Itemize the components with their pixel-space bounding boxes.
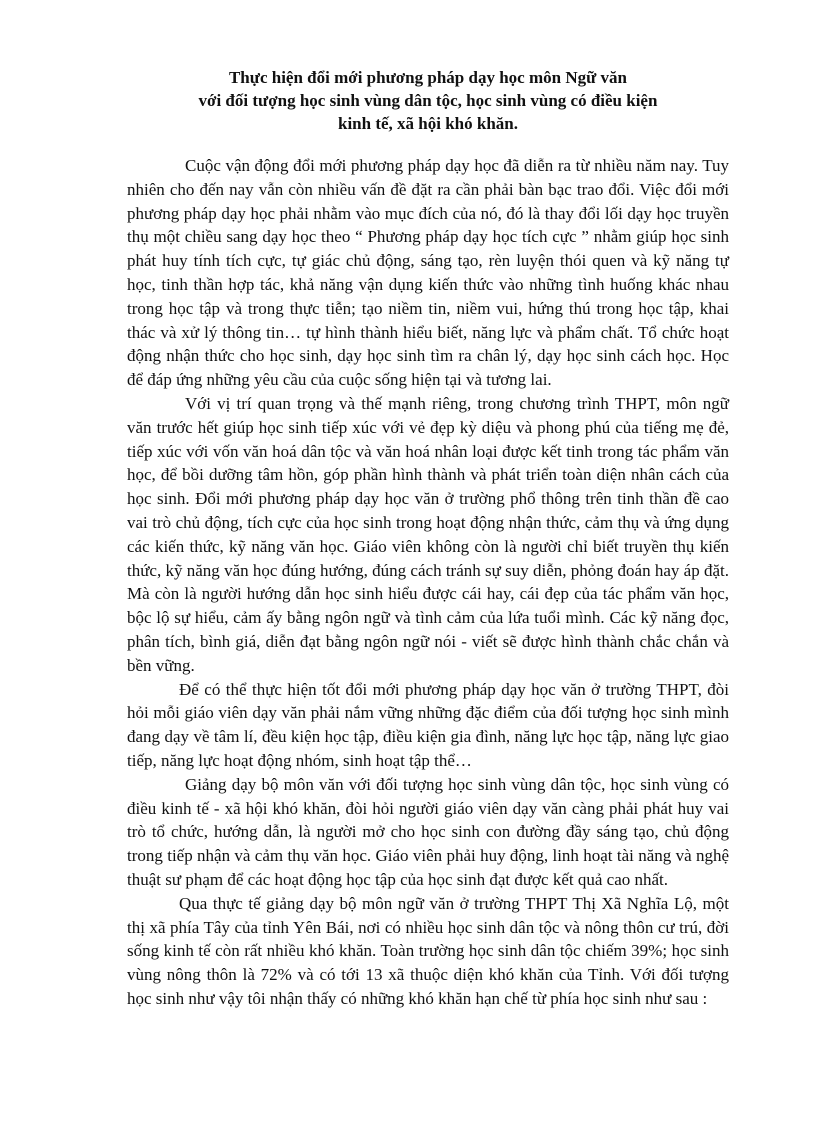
document-title	[150, 66, 706, 135]
title-line-2: với đối tượng học sinh vùng dân tộc, học sinh vùng có điều kiện	[198, 91, 658, 110]
paragraph-5: Qua thực tế giảng dạy bộ môn ngữ văn ở trường THPT Thị Xã Nghĩa Lộ, một thị xã phía Tây của tỉnh Yên Bái, nơi có nhiều học sinh dân tộc và nông thôn cư trú, đời sống kinh tế còn rất nhiều khó khăn. Toàn trường học sinh dân tộc chiếm 39%; học sinh vùng nông thôn là 72% và có tới 13 xã thuộc diện khó khăn của Tỉnh. Với đối tượng học sinh như vậy tôi nhận thấy có những khó khăn hạn chế từ phía học sinh như sau :	[127, 893, 729, 1008]
title-line-1: Thực hiện đổi mới phương pháp dạy học môn Ngữ văn	[228, 68, 628, 87]
paragraph-2: Với vị trí quan trọng và thế mạnh riêng, trong chương trình THPT, môn ngữ văn trước hết giúp học sinh tiếp xúc với vẻ đẹp kỳ diệu và phong phú của tiếng mẹ đẻ, tiếp xúc với vốn văn hoá dân tộc và văn hoá nhân loại được kết tinh trong tác phẩm văn học, để bồi dưỡng tâm hồn, góp phần hình thành và phát triển toàn diện nhân cách của học sinh. Đổi mới phương pháp dạy học văn ở trường phổ thông trên tinh thần đề cao vai trò chủ động, tích cực của học sinh trong hoạt động nhận thức, cảm thụ và ứng dụng các kiến thức, kỹ năng văn học. Giáo viên không còn là người chỉ biết truyền thụ kiến thức, kỹ năng văn học đúng hướng, đúng cách tránh sự suy diễn, phỏng đoán hay áp đặt. Mà còn là người hướng dẫn học sinh hiểu được cái hay, cái đẹp của tác phẩm văn học, bộc lộ sự hiểu, cảm ấy bằng ngôn ngữ và tình cảm của lứa tuổi mình. Các kỹ năng đọc, phân tích, bình giá, diễn đạt bằng ngôn ngữ nói - viết sẽ được hình thành chắc chắn và bền vững.	[127, 393, 729, 675]
document-body	[127, 154, 729, 1011]
paragraph-4: Giảng dạy bộ môn văn với đối tượng học sinh vùng dân tộc, học sinh vùng có điều kinh tế - xã hội khó khăn, đòi hỏi người giáo viên dạy văn càng phải phát huy vai trò tổ chức, hướng dẫn, là người mở cho học sinh con đường đầy sáng tạo, chủ động trong tiếp nhận và cảm thụ văn học. Giáo viên phải huy động, linh hoạt tài năng và nghệ thuật sư phạm để các hoạt động học tập của học sinh đạt được kết quả cao nhất.	[127, 774, 729, 889]
title-line-3: kinh tế, xã hội khó khăn.	[338, 114, 518, 133]
paragraph-3: Để có thể thực hiện tốt đổi mới phương pháp dạy học văn ở trường THPT, đòi hỏi mỗi giáo viên dạy văn phải nắm vững những đặc điểm của đối tượng học sinh mình đang dạy về tâm lí, đều kiện học tập, điều kiện gia đình, năng lực học tập, năng lực giao tiếp, năng lực hoạt động nhóm, sinh hoạt tập thể…	[127, 679, 729, 770]
paragraph-1: Cuộc vận động đổi mới phương pháp dạy học đã diễn ra từ nhiều năm nay. Tuy nhiên cho đến nay vẫn còn nhiều vấn đề đặt ra cần phải bàn bạc trao đổi. Việc đổi mới phương pháp dạy học phải nhằm vào mục đích của nó, đó là thay đổi lối dạy học truyền thụ một chiều sang dạy học theo “ Phương pháp dạy học tích cực ” nhằm giúp học sinh phát huy tính tích cực, tự giác chủ động, sáng tạo, rèn luyện thói quen và kỹ năng tự học, tinh thần hợp tác, khả năng vận dụng kiến thức vào những tình huống khác nhau trong học tập và trong thực tiễn; tạo niềm tin, niềm vui, hứng thú trong học tập, khai thác và xử lý thông tin… tự hình thành hiểu biết, năng lực và phẩm chất. Tổ chức hoạt động nhận thức cho học sinh, dạy học sinh tìm ra chân lý, dạy học sinh cách học. Học để đáp ứng những yêu cầu của cuộc sống hiện tại và tương lai.	[127, 156, 729, 390]
